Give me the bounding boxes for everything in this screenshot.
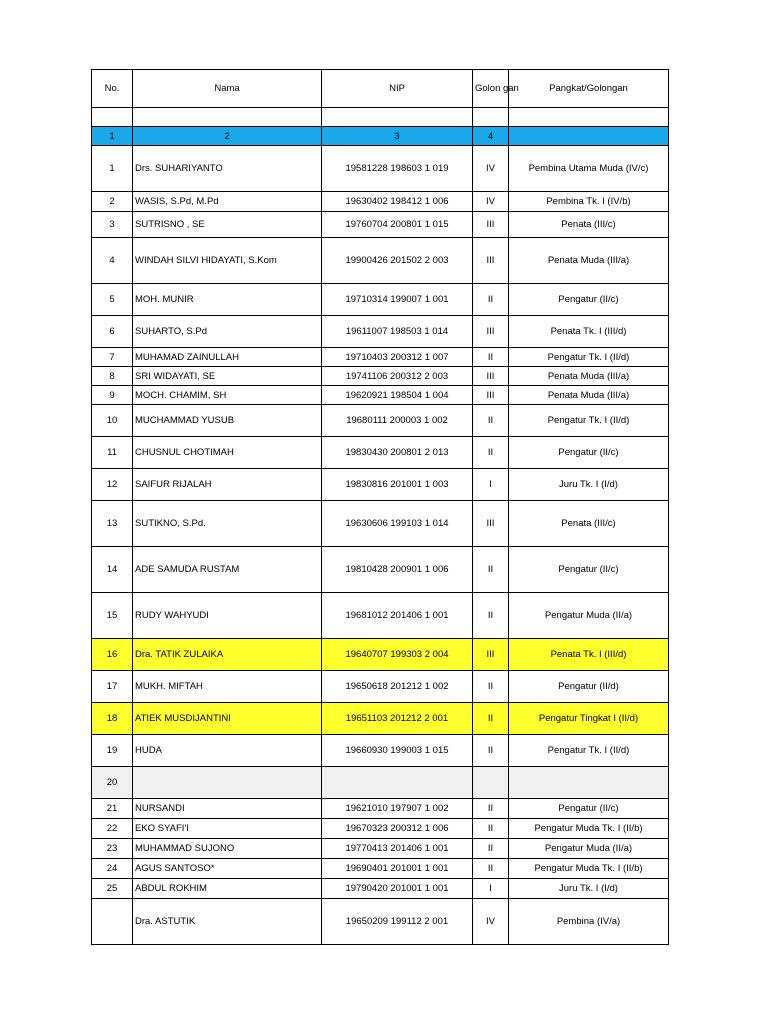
index-cell: 3: [322, 127, 473, 146]
employee-name: HUDA: [133, 735, 322, 767]
employee-pangkat: Penata Tk. I (III/d): [509, 316, 669, 348]
table-row: [92, 879, 669, 899]
employee-name: AGUS SANTOSO*: [133, 859, 322, 879]
employee-nip: [322, 767, 473, 799]
row-number: 15: [92, 593, 133, 639]
index-cell: [509, 127, 669, 146]
employee-golongan: IV: [473, 192, 509, 212]
employee-name: MUHAMMAD SUJONO: [133, 839, 322, 859]
table-row: [92, 348, 669, 367]
employee-name: SAIFUR RIJALAH: [133, 469, 322, 501]
table-row: [92, 386, 669, 405]
table-row: [92, 859, 669, 879]
spacer-row: [92, 108, 669, 127]
employee-golongan: IV: [473, 899, 509, 945]
table-row: [92, 146, 669, 192]
table-row: [92, 367, 669, 386]
employee-pangkat: Pengatur Tingkat I (II/d): [509, 703, 669, 735]
employee-golongan: [473, 767, 509, 799]
employee-nip: 19900426 201502 2 003: [322, 238, 473, 284]
employee-name: NURSANDI: [133, 799, 322, 819]
index-cell: 4: [473, 127, 509, 146]
employee-nip: 19830816 201001 1 003: [322, 469, 473, 501]
row-number: 23: [92, 839, 133, 859]
employee-pangkat: Penata (III/c): [509, 501, 669, 547]
table-row: [92, 593, 669, 639]
employee-pangkat: Pengatur Muda Tk. I (II/b): [509, 859, 669, 879]
employee-golongan: II: [473, 799, 509, 819]
employee-name: CHUSNUL CHOTIMAH: [133, 437, 322, 469]
row-number: [92, 899, 133, 945]
employee-golongan: III: [473, 501, 509, 547]
row-number: 11: [92, 437, 133, 469]
employee-pangkat: Pengatur (II/c): [509, 284, 669, 316]
employee-nip: 19620921 198504 1 004: [322, 386, 473, 405]
employee-nip: 19681012 201406 1 001: [322, 593, 473, 639]
spacer-cell: [92, 108, 133, 127]
employee-nip: 19650209 199112 2 001: [322, 899, 473, 945]
column-index-row: [92, 127, 669, 146]
employee-name: SUHARTO, S.Pd: [133, 316, 322, 348]
table-row: [92, 639, 669, 671]
employee-name: SUTRISNO , SE: [133, 212, 322, 238]
employee-name: SUTIKNO, S.Pd.: [133, 501, 322, 547]
employee-nip: 19670323 200312 1 006: [322, 819, 473, 839]
employee-golongan: II: [473, 859, 509, 879]
employee-pangkat: Pengatur Muda (II/a): [509, 839, 669, 859]
table-row: [92, 212, 669, 238]
employee-name: WASIS, S.Pd, M.Pd: [133, 192, 322, 212]
employee-pangkat: Juru Tk. I (I/d): [509, 469, 669, 501]
row-number: 18: [92, 703, 133, 735]
table-row: [92, 819, 669, 839]
employee-golongan: II: [473, 839, 509, 859]
table-row: [92, 839, 669, 859]
header-no: No.: [92, 70, 133, 108]
index-cell: 1: [92, 127, 133, 146]
row-number: 12: [92, 469, 133, 501]
employee-pangkat: Penata Muda (III/a): [509, 386, 669, 405]
employee-nip: 19770413 201406 1 001: [322, 839, 473, 859]
table-row: [92, 192, 669, 212]
row-number: 10: [92, 405, 133, 437]
employee-name: ADE SAMUDA RUSTAM: [133, 547, 322, 593]
table-row: [92, 238, 669, 284]
employee-golongan: II: [473, 703, 509, 735]
employee-nip: 19581228 198603 1 019: [322, 146, 473, 192]
employee-name: WINDAH SILVI HIDAYATI, S.Kom: [133, 238, 322, 284]
employee-name: EKO SYAFI'I: [133, 819, 322, 839]
table-row: [92, 284, 669, 316]
employee-name: MUKH. MIFTAH: [133, 671, 322, 703]
employee-pangkat: Pengatur Tk. I (II/d): [509, 348, 669, 367]
employee-pangkat: Penata Muda (III/a): [509, 238, 669, 284]
employee-golongan: II: [473, 348, 509, 367]
employee-nip: 19690401 201001 1 001: [322, 859, 473, 879]
row-number: 7: [92, 348, 133, 367]
row-number: 16: [92, 639, 133, 671]
employee-golongan: I: [473, 469, 509, 501]
row-number: 20: [92, 767, 133, 799]
row-number: 3: [92, 212, 133, 238]
row-number: 8: [92, 367, 133, 386]
row-number: 2: [92, 192, 133, 212]
employee-golongan: II: [473, 547, 509, 593]
employee-nip: 19710314 199007 1 001: [322, 284, 473, 316]
employee-nip: 19741106 200312 2 003: [322, 367, 473, 386]
row-number: 13: [92, 501, 133, 547]
employee-pangkat: [509, 767, 669, 799]
employee-pangkat: Pengatur (II/c): [509, 547, 669, 593]
row-number: 14: [92, 547, 133, 593]
employee-nip: 19650618 201212 1 002: [322, 671, 473, 703]
row-number: 24: [92, 859, 133, 879]
employee-name: MOCH. CHAMIM, SH: [133, 386, 322, 405]
row-number: 6: [92, 316, 133, 348]
employee-name: RUDY WAHYUDI: [133, 593, 322, 639]
spacer-cell: [473, 108, 509, 127]
employee-nip: 19621010 197907 1 002: [322, 799, 473, 819]
employee-golongan: II: [473, 284, 509, 316]
employee-golongan: III: [473, 212, 509, 238]
row-number: 19: [92, 735, 133, 767]
spacer-cell: [322, 108, 473, 127]
employee-nip: 19640707 199303 2 004: [322, 639, 473, 671]
spacer-cell: [509, 108, 669, 127]
employee-name: Dra. TATIK ZULAIKA: [133, 639, 322, 671]
employee-pangkat: Pengatur Tk. I (II/d): [509, 405, 669, 437]
employee-golongan: I: [473, 879, 509, 899]
table-row: [92, 735, 669, 767]
index-cell: 2: [133, 127, 322, 146]
row-number: 5: [92, 284, 133, 316]
employee-name: MOH. MUNIR: [133, 284, 322, 316]
employee-pangkat: Penata Muda (III/a): [509, 367, 669, 386]
employee-nip: 19651103 201212 2 001: [322, 703, 473, 735]
employee-golongan: III: [473, 386, 509, 405]
employee-nip: 19660930 199003 1 015: [322, 735, 473, 767]
employee-nip: 19810428 200901 1 006: [322, 547, 473, 593]
employee-pangkat: Pembina Utama Muda (IV/c): [509, 146, 669, 192]
row-number: 22: [92, 819, 133, 839]
employee-golongan: II: [473, 735, 509, 767]
employee-name: MUCHAMMAD YUSUB: [133, 405, 322, 437]
employee-name: Dra. ASTUTIK: [133, 899, 322, 945]
header-row: [92, 70, 669, 108]
employee-golongan: II: [473, 593, 509, 639]
table-row: [92, 899, 669, 945]
employee-pangkat: Pengatur (II/c): [509, 799, 669, 819]
table-row: [92, 671, 669, 703]
header-nama: Nama: [133, 70, 322, 108]
table-row: [92, 437, 669, 469]
employee-golongan: II: [473, 819, 509, 839]
employee-nip: 19630606 199103 1 014: [322, 501, 473, 547]
employee-name: SRI WIDAYATI, SE: [133, 367, 322, 386]
employee-golongan: IV: [473, 146, 509, 192]
employee-golongan: II: [473, 437, 509, 469]
table-row: [92, 469, 669, 501]
spacer-cell: [133, 108, 322, 127]
employee-name: ABDUL ROKHIM: [133, 879, 322, 899]
row-number: 1: [92, 146, 133, 192]
row-number: 21: [92, 799, 133, 819]
employee-pangkat: Pengatur Muda (II/a): [509, 593, 669, 639]
table-row: [92, 405, 669, 437]
employee-nip: 19710403 200312 1 007: [322, 348, 473, 367]
employee-golongan: II: [473, 405, 509, 437]
header-pangkat: Pangkat/Golongan: [509, 70, 669, 108]
employee-golongan: II: [473, 671, 509, 703]
employee-name: MUHAMAD ZAINULLAH: [133, 348, 322, 367]
employee-pangkat: Pembina (IV/a): [509, 899, 669, 945]
row-number: 25: [92, 879, 133, 899]
employee-pangkat: Pengatur (II/d): [509, 671, 669, 703]
employee-pangkat: Juru Tk. I (I/d): [509, 879, 669, 899]
header-golongan: Golon gan: [473, 70, 509, 108]
employee-pangkat: Pembina Tk. I (IV/b): [509, 192, 669, 212]
employee-name: ATIEK MUSDIJANTINI: [133, 703, 322, 735]
employee-table: [91, 69, 669, 945]
employee-nip: 19680111 200003 1 002: [322, 405, 473, 437]
employee-name: [133, 767, 322, 799]
employee-nip: 19611007 198503 1 014: [322, 316, 473, 348]
employee-pangkat: Pengatur Muda Tk. I (II/b): [509, 819, 669, 839]
employee-nip: 19790420 201001 1 001: [322, 879, 473, 899]
employee-pangkat: Penata Tk. I (III/d): [509, 639, 669, 671]
employee-golongan: III: [473, 367, 509, 386]
table-row: [92, 316, 669, 348]
row-number: 17: [92, 671, 133, 703]
employee-pangkat: Pengatur (II/c): [509, 437, 669, 469]
table-row: [92, 547, 669, 593]
employee-golongan: III: [473, 639, 509, 671]
employee-nip: 19830430 200801 2 013: [322, 437, 473, 469]
row-number: 4: [92, 238, 133, 284]
employee-name: Drs. SUHARIYANTO: [133, 146, 322, 192]
table-row: [92, 501, 669, 547]
table-row: [92, 799, 669, 819]
employee-nip: 19760704 200801 1 015: [322, 212, 473, 238]
table-row: [92, 767, 669, 799]
header-nip: NIP: [322, 70, 473, 108]
table-row: [92, 703, 669, 735]
employee-pangkat: Pengatur Tk. I (II/d): [509, 735, 669, 767]
employee-golongan: III: [473, 238, 509, 284]
employee-pangkat: Penata (III/c): [509, 212, 669, 238]
employee-nip: 19630402 198412 1 006: [322, 192, 473, 212]
row-number: 9: [92, 386, 133, 405]
employee-golongan: III: [473, 316, 509, 348]
